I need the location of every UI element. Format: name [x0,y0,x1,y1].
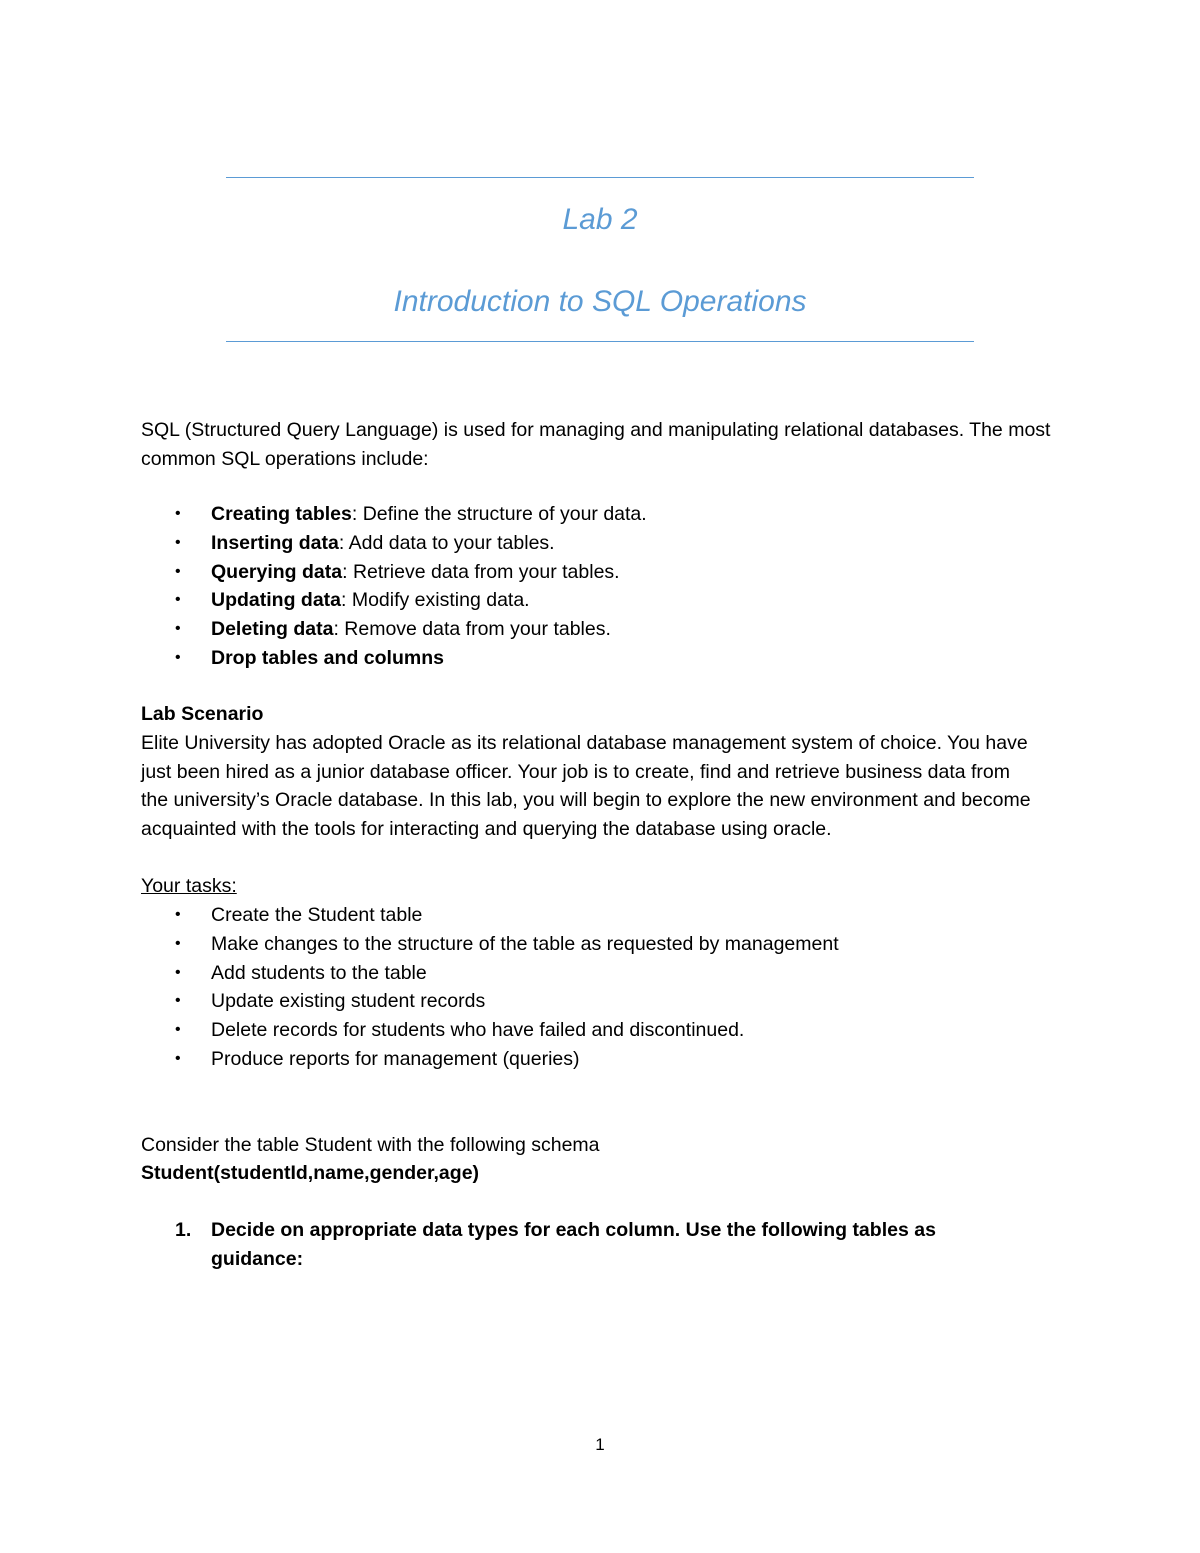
bullet-icon: • [175,963,181,981]
bullet-icon: • [175,1021,181,1039]
list-item [141,987,839,1016]
list-item [141,586,647,615]
bullet-icon: • [175,992,181,1010]
bullet-icon: • [175,620,181,638]
bullet-icon: • [175,934,181,952]
bullet-icon: • [175,533,181,551]
task-text: Produce reports for management (queries) [211,1047,580,1070]
operations-list [141,500,647,673]
operation-term: Querying data [211,560,343,583]
tasks-list [141,901,839,1074]
list-item [141,644,647,673]
consider-paragraph: Consider the table Student with the following schema [141,1134,600,1156]
schema-definition: Student(studentId,name,gender,age) [141,1162,480,1184]
list-item [141,901,839,930]
task-text: Make changes to the structure of the table as requested by management [211,932,839,955]
scenario-paragraph: Elite University has adopted Oracle as its relational database management system of choice. You have just been hired as a junior database officer. Your job is to create, find and retrieve business data from the university’s Oracle database. In this lab, you will begin to explore the new environment and become acquainted with the tools for interacting and querying the database using oracle. [141,732,1031,840]
step-number: 1. [175,1219,192,1241]
operation-desc: : Remove data from your tables. [333,618,611,641]
operation-term: Inserting data [211,531,339,554]
operation-term: Drop tables and columns [211,646,444,669]
intro-paragraph: SQL (Structured Query Language) is used for managing and manipulating relational databases. The most common SQL operations include: [141,419,1051,470]
operation-term: Updating data [211,589,341,612]
task-text: Delete records for students who have failed and discontinued. [211,1019,745,1042]
lab-title: Lab 2 [562,203,638,236]
bullet-icon: • [175,1049,181,1067]
operation-desc: : Define the structure of your data. [351,503,647,525]
list-item [141,500,647,529]
title-top-rule [226,177,974,178]
operation-term: Deleting data [211,618,334,641]
list-item [141,930,839,959]
task-text: Create the Student table [211,904,423,926]
operation-desc: : Modify existing data. [341,589,530,612]
bullet-icon: • [175,906,181,923]
operation-term: Creating tables [211,503,352,525]
task-text: Add students to the table [211,961,427,984]
list-item [141,558,647,587]
list-item [141,529,647,558]
bullet-icon: • [175,591,181,609]
list-item [141,1016,839,1045]
operation-desc: : Retrieve data from your tables. [342,560,620,583]
step-text: Decide on appropriate data types for each column. Use the following tables as guidance: [211,1219,936,1270]
task-text: Update existing student records [211,990,486,1013]
operation-desc: : Add data to your tables. [338,531,555,554]
list-item [141,1045,839,1074]
title-bottom-rule [226,341,974,342]
scenario-heading: Lab Scenario [141,703,264,725]
numbered-step-1 [141,1216,1021,1273]
list-item [141,615,647,644]
page-number: 1 [595,1435,605,1454]
tasks-label: Your tasks: [141,875,237,897]
bullet-icon: • [175,562,181,580]
list-item [141,959,839,988]
bullet-icon: • [175,505,181,522]
lab-subtitle: Introduction to SQL Operations [393,285,807,318]
bullet-icon: • [175,648,181,666]
